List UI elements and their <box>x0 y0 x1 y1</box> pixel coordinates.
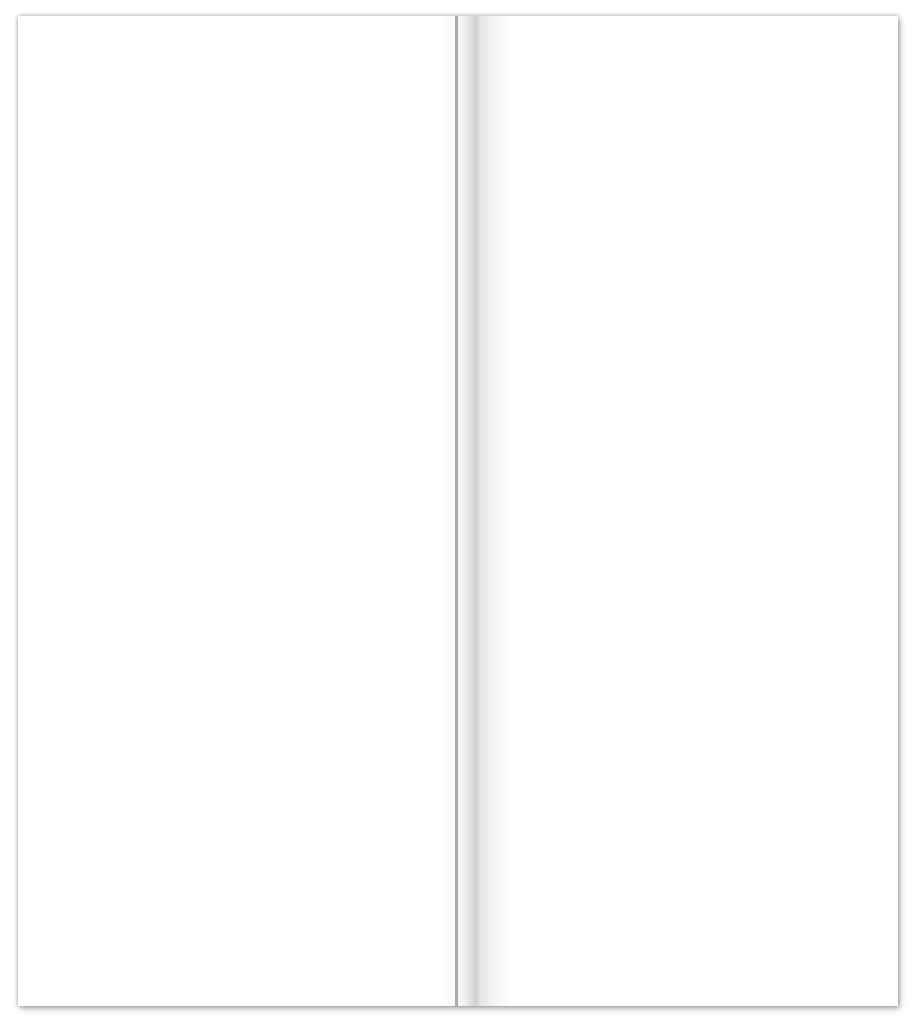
month-title-left <box>44 36 48 60</box>
month-title-right <box>802 36 806 60</box>
planner-spread <box>18 16 898 1006</box>
book-gutter <box>443 16 513 1006</box>
book-crease <box>455 16 458 1006</box>
